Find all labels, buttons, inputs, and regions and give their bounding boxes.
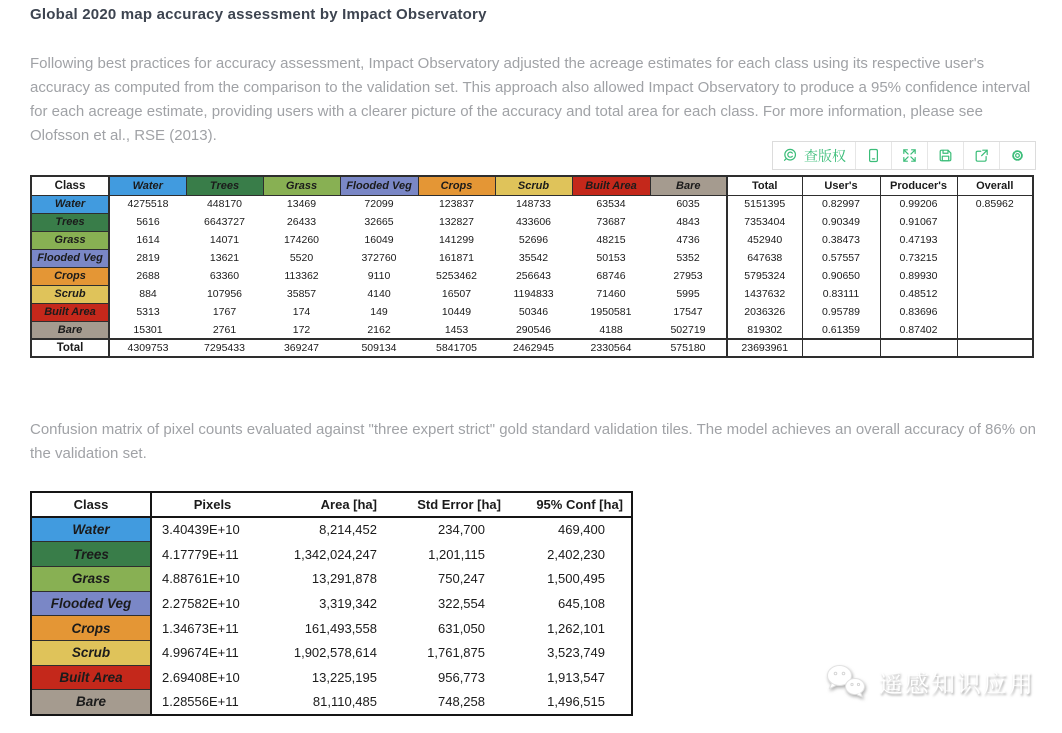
expand-icon [901,147,918,164]
area-conf-cell: 1,496,515 [547,694,605,710]
cm-count-cell: 256643 [515,270,552,282]
area-row-label: Water [31,517,151,542]
cm-count-cell: 52696 [518,234,549,246]
cm-overall-cell [957,267,1033,285]
cm-count-cell: 17547 [673,306,703,318]
cm-column-total-cell: 2462945 [495,339,572,357]
cm-users-cell: 0.95789 [802,303,880,321]
area-conf-cell: 1,262,101 [547,620,605,636]
cm-row-scrub [31,285,1033,303]
cm-producers-cell: 0.73215 [880,249,957,267]
cm-column-total-cell: 5841705 [418,339,495,357]
cm-total-cell: 2036326 [727,303,802,321]
share-icon [973,147,990,164]
cm-column-header-producer-s: Producer's [880,176,957,195]
cm-row-crops [31,267,1033,285]
cm-corner-header: Class [31,176,109,195]
cm-column-header-trees: Trees [186,176,263,195]
area-conf-cell: 2,402,230 [547,546,605,562]
cm-count-cell: 73687 [596,216,626,228]
cm-count-cell: 1767 [212,306,237,318]
area-header-row [31,492,632,517]
cm-count-cell: 6035 [676,198,700,211]
cm-count-cell: 5995 [676,288,700,300]
cm-count-cell: 1453 [444,323,469,336]
cm-count-cell: 448170 [206,198,243,211]
cm-count-cell: 5352 [676,252,700,264]
cm-count-cell: 26433 [286,216,317,228]
save-button[interactable] [927,142,963,169]
cm-overall-cell [957,231,1033,249]
cm-total-row [31,339,1033,357]
cm-total-cell: 1437632 [727,285,802,303]
area-column-header-95-conf-ha-: 95% Conf [ha] [516,492,632,517]
area-row-label: Scrub [31,640,151,665]
area-conf-cell: 3,523,749 [547,645,605,661]
cm-total-cell: 5151395 [727,195,802,213]
area-pixels-cell: 2.27582E+10 [162,595,240,611]
cm-count-cell: 27953 [673,270,703,282]
area-std-error-cell: 322,554 [438,595,485,611]
area-row-crops [31,616,632,641]
area-std-error-cell: 234,700 [438,522,485,538]
area-row-label: Trees [31,542,151,567]
cm-count-cell: 172 [292,323,311,336]
cm-count-cell: 13469 [286,198,317,211]
cm-producers-cell: 0.47193 [880,231,957,249]
cm-users-cell: 0.90650 [802,267,880,285]
cm-count-cell: 50153 [596,252,626,264]
cm-count-cell: 2162 [367,323,391,336]
cm-empty-cell [880,339,957,357]
area-pixels-cell: 4.17779E+11 [162,546,239,562]
cm-total-row-label: Total [31,339,109,357]
cm-producers-cell: 0.89930 [880,267,957,285]
phone-icon [865,147,882,164]
area-area-cell: 161,493,558 [304,620,377,636]
cm-count-cell: 132827 [438,216,475,228]
cm-column-header-water: Water [109,176,186,195]
cm-count-cell: 4843 [676,216,700,228]
cm-column-header-built-area: Built Area [572,176,650,195]
cm-count-cell: 71460 [596,288,626,300]
cm-header-row [31,176,1033,195]
cm-column-header-scrub: Scrub [495,176,572,195]
area-row-built-area [31,665,632,690]
copyright-search-icon [782,147,799,164]
cm-producers-cell: 0.91067 [880,213,957,231]
cm-count-cell: 1194833 [513,288,554,300]
cm-count-cell: 4275518 [127,198,169,211]
cm-count-cell: 502719 [670,323,706,336]
area-conf-cell: 645,108 [558,595,605,611]
cm-column-header-total: Total [727,176,802,195]
cm-total-cell: 647638 [727,249,802,267]
cm-count-cell: 290546 [515,323,552,336]
save-icon [937,147,954,164]
cm-count-cell: 884 [139,288,157,300]
area-conf-cell: 1,500,495 [547,571,605,587]
cm-count-cell: 148733 [515,198,552,211]
cm-row-label: Water [31,195,109,213]
cm-count-cell: 15301 [133,323,163,336]
settings-button[interactable] [999,142,1035,169]
cm-column-header-bare: Bare [650,176,727,195]
cm-total-cell: 819302 [727,321,802,339]
cm-count-cell: 35542 [518,252,549,264]
cm-column-total-cell: 7295433 [186,339,263,357]
cm-empty-cell [802,339,880,357]
cm-row-water [31,195,1033,213]
area-area-cell: 13,225,195 [311,669,377,685]
cm-overall-cell [957,303,1033,321]
cm-row-grass [31,231,1033,249]
area-row-scrub [31,640,632,665]
cm-row-flooded-veg [31,249,1033,267]
gear-icon [1009,147,1026,164]
area-area-cell: 1,902,578,614 [293,645,377,661]
cm-users-cell: 0.90349 [802,213,880,231]
cm-row-label: Crops [31,267,109,285]
wechat-icon [823,662,869,700]
area-row-label: Flooded Veg [31,591,151,616]
area-std-error-cell: 1,761,875 [427,645,485,661]
cm-count-cell: 2819 [136,252,160,264]
page-title: Global 2020 map accuracy assessment by Impact Observatory [30,6,487,23]
cm-total-cell: 7353404 [727,213,802,231]
area-area-cell: 1,342,024,247 [293,546,377,562]
cm-row-trees [31,213,1033,231]
area-row-label: Crops [31,616,151,641]
cm-row-built-area [31,303,1033,321]
area-row-bare [31,690,632,715]
cm-row-label: Built Area [31,303,109,321]
cm-count-cell: 4736 [676,234,700,246]
cm-count-cell: 2688 [136,270,160,282]
area-std-error-cell: 631,050 [438,620,485,636]
cm-count-cell: 161871 [438,252,475,264]
cm-count-cell: 113362 [284,270,319,282]
cm-count-cell: 16507 [441,288,472,300]
cm-count-cell: 6643727 [204,216,245,228]
cm-column-total-cell: 575180 [650,339,727,357]
cm-count-cell: 2761 [212,323,237,336]
cm-row-label: Trees [31,213,109,231]
cm-empty-cell [957,339,1033,357]
cm-count-cell: 5313 [136,306,160,318]
cm-count-cell: 141299 [438,234,475,246]
cm-column-header-overall: Overall [957,176,1033,195]
area-std-error-cell: 956,773 [438,669,485,685]
cm-count-cell: 16049 [364,234,394,246]
cm-row-label: Grass [31,231,109,249]
cm-count-cell: 63360 [209,270,240,282]
cm-row-label: Flooded Veg [31,249,109,267]
area-row-flooded-veg [31,591,632,616]
cm-row-bare [31,321,1033,339]
cm-column-header-user-s: User's [802,176,880,195]
cm-count-cell: 9110 [367,270,391,282]
cm-count-cell: 5520 [289,252,314,264]
area-column-header-area-ha-: Area [ha] [273,492,406,517]
cm-overall-cell [957,249,1033,267]
watermark [823,662,1035,700]
area-std-error-cell: 750,247 [438,571,485,587]
cm-count-cell: 174 [292,306,311,318]
cm-column-total-cell: 4309753 [109,339,186,357]
cm-column-header-crops: Crops [418,176,495,195]
area-pixels-cell: 2.69408E+10 [162,669,240,685]
cm-producers-cell: 0.99206 [880,195,957,213]
area-conf-cell: 469,400 [558,522,605,538]
area-estimates-table [30,491,633,716]
area-row-water [31,517,632,542]
area-column-header-std-error-ha-: Std Error [ha] [406,492,516,517]
area-pixels-cell: 3.40439E+10 [162,522,240,538]
area-pixels-cell: 1.34673E+11 [162,620,239,636]
area-pixels-cell: 4.88761E+10 [162,571,240,587]
cm-count-cell: 50346 [518,306,549,318]
area-row-label: Built Area [31,665,151,690]
cm-producers-cell: 0.48512 [880,285,957,303]
cm-count-cell: 4140 [367,288,391,300]
area-area-cell: 3,319,342 [319,595,377,611]
cm-column-header-flooded-veg: Flooded Veg [340,176,418,195]
cm-count-cell: 107956 [206,288,243,300]
cm-count-cell: 63534 [596,198,626,211]
cm-users-cell: 0.57557 [802,249,880,267]
cm-count-cell: 32665 [364,216,394,228]
cm-row-label: Scrub [31,285,109,303]
watermark-text: 遥感知识应用 [879,670,1035,698]
area-area-cell: 81,110,485 [312,694,377,710]
cm-count-cell: 174260 [283,234,320,246]
cm-grand-total-cell: 23693961 [727,339,802,357]
mobile-preview-button[interactable] [855,142,891,169]
cm-count-cell: 48215 [596,234,626,246]
cm-column-total-cell: 369247 [263,339,340,357]
cm-total-cell: 452940 [727,231,802,249]
area-row-label: Bare [31,690,151,715]
cm-count-cell: 72099 [364,198,394,211]
share-button[interactable] [963,142,999,169]
cm-count-cell: 149 [370,306,388,318]
cm-count-cell: 35857 [286,288,317,300]
cm-users-cell: 0.61359 [802,321,880,339]
area-std-error-cell: 748,258 [438,694,485,710]
check-copyright-button[interactable] [773,142,855,169]
cm-users-cell: 0.82997 [802,195,880,213]
cm-overall-cell [957,321,1033,339]
cm-count-cell: 1950581 [590,306,632,318]
cm-overall-cell [957,213,1033,231]
area-row-label: Grass [31,566,151,591]
cm-count-cell: 5616 [136,216,160,228]
cm-count-cell: 13621 [209,252,240,264]
cm-count-cell: 10449 [441,306,472,318]
cm-users-cell: 0.38473 [802,231,880,249]
area-conf-cell: 1,913,547 [547,669,605,685]
cm-producers-cell: 0.87402 [880,321,957,339]
article-toolbar [772,141,1036,170]
area-area-cell: 13,291,878 [311,571,377,587]
cm-column-total-cell: 509134 [340,339,418,357]
intro-paragraph: Following best practices for accuracy assessment, Impact Observatory adjusted the acreage estimates for each class using its respective user's accuracy as computed from the comparison to the validation set. This approach also allowed Impact Observatory to produce a 95% confidence interval for each acreage estimate, providing users with a clearer picture of the accuracy and total area for each class. For more information, please see Olofsson et al., RSE (2013). [30,55,1031,144]
check-copyright-label: 查版权 [804,147,846,164]
area-pixels-cell: 1.28556E+11 [162,694,239,710]
cm-count-cell: 4188 [599,323,623,336]
cm-producers-cell: 0.83696 [880,303,957,321]
cm-row-label: Bare [31,321,109,339]
area-area-cell: 8,214,452 [319,522,377,538]
area-column-header-pixels: Pixels [151,492,273,517]
area-column-header-class: Class [31,492,151,517]
table-caption: Confusion matrix of pixel counts evaluated against "three expert strict" gold standard validation tiles. The model achieves an overall accuracy of 86% on the validation set. [30,421,1036,462]
cm-total-cell: 5795324 [727,267,802,285]
cm-overall-cell [957,285,1033,303]
area-row-grass [31,566,632,591]
area-estimates-body [31,492,632,715]
cm-count-cell: 372760 [361,252,397,264]
cm-count-cell: 5253462 [436,270,477,282]
area-pixels-cell: 4.99674E+11 [162,645,239,661]
cm-count-cell: 123837 [438,198,475,211]
confusion-matrix-table [30,175,1034,358]
confusion-matrix-body [31,176,1033,357]
cm-column-total-cell: 2330564 [572,339,650,357]
area-row-trees [31,542,632,567]
cm-users-cell: 0.83111 [802,285,880,303]
cm-count-cell: 68746 [596,270,626,282]
cm-count-cell: 1614 [136,234,160,246]
cm-overall-cell: 0.85962 [957,195,1033,213]
cm-count-cell: 14071 [209,234,240,246]
fullscreen-button[interactable] [891,142,927,169]
cm-column-header-grass: Grass [263,176,340,195]
cm-count-cell: 433606 [515,216,552,228]
area-std-error-cell: 1,201,115 [428,546,485,562]
